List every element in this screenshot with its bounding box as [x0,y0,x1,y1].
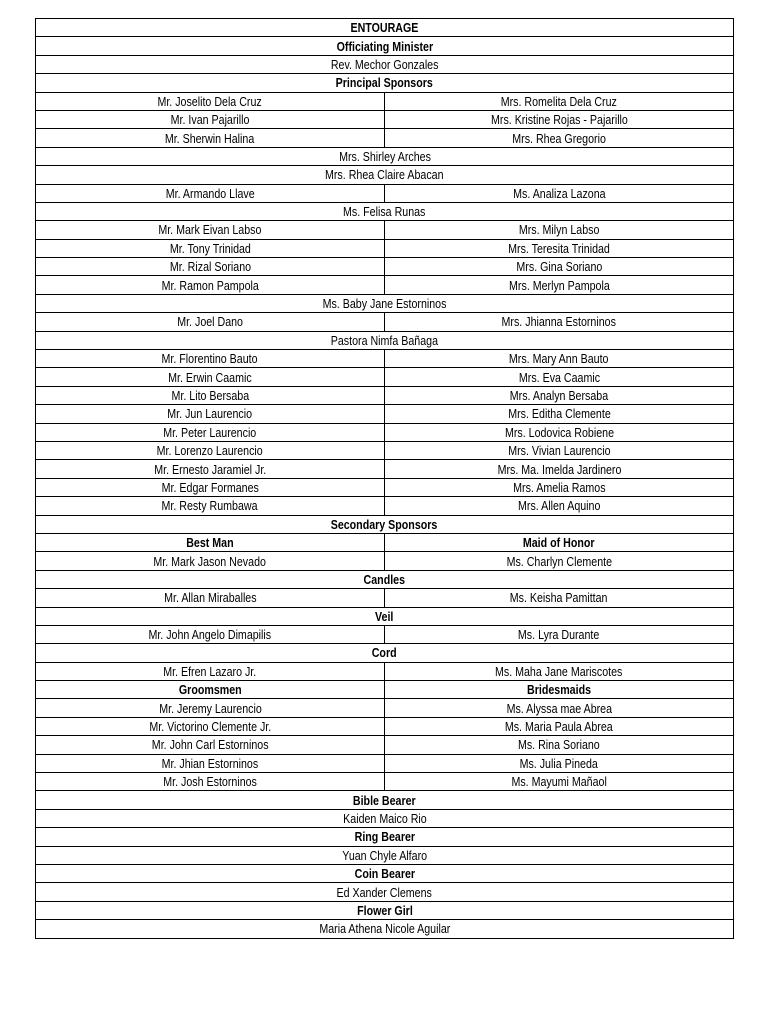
table-row [36,901,734,919]
name-cell-left [36,92,385,110]
name-cell-right [385,405,734,423]
name-text: Mr. Mark Eivan Labso [158,222,262,238]
section-heading [36,515,734,533]
name-text: Ms. Baby Jane Estorninos [322,296,447,312]
name-text: Mr. Efren Lazaro Jr. [163,663,257,679]
name-text: Ms. Alyssa mae Abrea [506,700,612,716]
name-text: Ms. Keisha Pamittan [510,590,608,606]
name-text: Mr. Ernesto Jaramiel Jr. [154,461,266,477]
name-cell-left [36,699,385,717]
table-row [36,258,734,276]
table-row [36,184,734,202]
name-text: Kaiden Maico Rio [342,810,427,826]
name-cell-right [385,386,734,404]
name-text: Mrs. Vivian Laurencio [507,443,611,459]
section-heading-text: ENTOURAGE [350,20,419,36]
table-row [36,19,734,37]
section-heading [36,644,734,662]
name-cell-right [385,460,734,478]
name-cell-left [36,717,385,735]
name-cell-right [385,497,734,515]
name-text: Mr. Peter Laurencio [163,424,257,440]
name-text: Mr. Ramon Pampola [161,277,259,293]
name-text: Mrs. Amelia Ramos [512,479,606,495]
name-cell-left [36,386,385,404]
name-text: Mrs. Jhianna Estorninos [501,314,617,330]
table-row [36,736,734,754]
name-text: Mrs. Gina Soriano [516,259,602,275]
name-text: Mr. Jhian Estorninos [161,755,259,771]
name-cell [36,166,734,184]
name-text: Mrs. Rhea Gregorio [512,130,606,146]
name-text: Mrs. Shirley Arches [338,148,431,164]
name-text: Ms. Rina Soriano [518,737,600,753]
table-row [36,202,734,220]
name-cell-left [36,662,385,680]
column-heading-text: Best Man [186,535,234,551]
table-row [36,441,734,459]
name-cell-right [385,350,734,368]
name-text: Mrs. Milyn Labso [518,222,600,238]
name-text: Mr. Edgar Formanes [161,479,259,495]
table-row [36,570,734,588]
name-cell-left [36,552,385,570]
section-heading [36,607,734,625]
name-text: Ms. Analiza Lazona [512,185,606,201]
table-row [36,883,734,901]
section-heading-text: Ring Bearer [354,829,415,845]
name-cell-right [385,239,734,257]
column-heading-right [385,533,734,551]
name-cell-left [36,497,385,515]
name-text: Mr. Erwin Caamic [168,369,252,385]
name-cell-left [36,478,385,496]
table-row [36,221,734,239]
name-text: Mr. John Angelo Dimapilis [148,627,272,643]
column-heading-text: Groomsmen [178,682,242,698]
name-cell-left [36,350,385,368]
table-row [36,533,734,551]
section-heading [36,19,734,37]
table-row [36,460,734,478]
name-cell-right [385,92,734,110]
name-cell-right [385,129,734,147]
name-text: Mr. Resty Rumbawa [162,498,258,514]
name-cell-right [385,717,734,735]
name-text: Mr. Allan Miraballes [163,590,257,606]
name-cell-right [385,313,734,331]
name-cell-right [385,221,734,239]
table-row [36,681,734,699]
name-text: Mrs. Lodovica Robiene [504,424,614,440]
name-cell [36,202,734,220]
name-text: Mr. Tony Trinidad [169,240,251,256]
table-row [36,644,734,662]
name-text: Yuan Chyle Alfaro [342,847,427,863]
section-heading-text: Principal Sponsors [335,75,434,91]
section-heading [36,791,734,809]
table-row [36,331,734,349]
table-row [36,110,734,128]
name-cell-right [385,754,734,772]
name-cell-right [385,441,734,459]
name-text: Ms. Maria Paula Abrea [505,719,613,735]
table-row [36,368,734,386]
name-cell-left [36,405,385,423]
name-cell-right [385,736,734,754]
name-text: Mr. Victorino Clemente Jr. [149,719,271,735]
name-cell-right [385,368,734,386]
name-text: Mr. Josh Estorninos [163,774,257,790]
name-cell-left [36,258,385,276]
table-row [36,294,734,312]
section-heading [36,37,734,55]
name-cell-left [36,276,385,294]
table-row [36,129,734,147]
table-row [36,589,734,607]
table-row [36,350,734,368]
name-text: Mr. Sherwin Halina [165,130,255,146]
section-heading [36,570,734,588]
section-heading-text: Secondary Sponsors [331,516,438,532]
name-cell-right [385,552,734,570]
name-text: Mr. Joel Dano [177,314,243,330]
table-row [36,717,734,735]
table-row [36,55,734,73]
name-cell-left [36,460,385,478]
table-row [36,625,734,643]
name-text: Pastora Nimfa Bañaga [330,332,439,348]
name-cell-left [36,239,385,257]
column-heading-right [385,681,734,699]
name-text: Ms. Mayumi Mañaol [511,774,607,790]
table-row [36,276,734,294]
section-heading-text: Candles [363,571,406,587]
name-text: Ms. Lyra Durante [518,627,600,643]
table-row [36,828,734,846]
name-cell-left [36,221,385,239]
section-heading-text: Flower Girl [356,902,413,918]
name-cell-right [385,625,734,643]
name-text: Ms. Charlyn Clemente [506,553,612,569]
table-row [36,791,734,809]
name-cell-right [385,423,734,441]
name-cell-right [385,699,734,717]
name-cell-right [385,589,734,607]
table-row [36,809,734,827]
name-text: Ms. Maha Jane Mariscotes [495,663,623,679]
name-cell-left [36,368,385,386]
column-heading-text: Maid of Honor [523,535,595,551]
table-row [36,147,734,165]
name-cell-left [36,736,385,754]
name-cell-right [385,184,734,202]
name-cell-right [385,258,734,276]
name-cell [36,294,734,312]
name-text: Mrs. Eva Caamic [518,369,600,385]
table-row [36,313,734,331]
section-heading-text: Cord [372,645,397,661]
name-cell [36,846,734,864]
name-cell [36,147,734,165]
name-cell-right [385,276,734,294]
name-text: Mr. Rizal Soriano [169,259,251,275]
table-row [36,166,734,184]
table-row [36,754,734,772]
entourage-table-body [36,19,734,939]
name-text: Mr. Florentino Bauto [162,351,258,367]
name-cell [36,809,734,827]
name-text: Mrs. Rhea Claire Abacan [325,167,444,183]
table-row [36,773,734,791]
table-row [36,92,734,110]
name-cell [36,331,734,349]
section-heading-text: Coin Bearer [354,866,415,882]
name-text: Mr. Jeremy Laurencio [158,700,262,716]
name-text: Mrs. Ma. Imelda Jardinero [497,461,621,477]
table-row [36,662,734,680]
name-text: Mrs. Merlyn Pampola [508,277,610,293]
name-cell [36,883,734,901]
name-text: Mrs. Kristine Rojas - Pajarillo [490,112,628,128]
section-heading-text: Officiating Minister [336,38,433,54]
name-cell-right [385,478,734,496]
table-row [36,423,734,441]
name-text: Mr. Mark Jason Nevado [153,553,267,569]
name-cell-left [36,184,385,202]
name-text: Mr. Lorenzo Laurencio [156,443,264,459]
name-text: Mrs. Editha Clemente [507,406,611,422]
section-heading [36,864,734,882]
table-row [36,74,734,92]
entourage-table [35,18,734,939]
table-row [36,607,734,625]
table-row [36,478,734,496]
name-cell-left [36,773,385,791]
table-row [36,405,734,423]
table-row [36,846,734,864]
name-text: Mr. Lito Bersaba [171,388,249,403]
name-cell-right [385,773,734,791]
name-text: Mrs. Mary Ann Bauto [509,351,609,367]
name-text: Mr. John Carl Estorninos [151,737,269,753]
section-heading-text: Bible Bearer [353,792,416,808]
name-cell-left [36,110,385,128]
name-cell-left [36,313,385,331]
name-text: Mrs. Allen Aquino [517,498,601,514]
section-heading [36,901,734,919]
table-row [36,239,734,257]
name-text: Mr. Joselito Dela Cruz [157,93,263,109]
name-cell [36,920,734,938]
section-heading-text: Veil [375,608,394,624]
name-text: Ms. Felisa Runas [343,204,426,220]
table-row [36,515,734,533]
name-text: Mr. Ivan Pajarillo [170,112,250,128]
column-heading-text: Bridesmaids [527,682,592,698]
table-row [36,37,734,55]
section-heading [36,74,734,92]
table-row [36,864,734,882]
table-row [36,699,734,717]
name-cell-left [36,441,385,459]
name-cell-left [36,589,385,607]
name-text: Mrs. Analyn Bersaba [509,388,609,403]
name-text: Mrs. Romelita Dela Cruz [500,93,618,109]
name-cell-left [36,423,385,441]
table-row [36,920,734,938]
name-cell-left [36,625,385,643]
name-text: Ms. Julia Pineda [519,755,599,771]
name-cell-left [36,754,385,772]
table-row [36,497,734,515]
name-text: Mr. Armando Llave [165,185,255,201]
column-heading-left [36,533,385,551]
section-heading [36,828,734,846]
table-row [36,552,734,570]
name-cell-left [36,129,385,147]
name-cell [36,55,734,73]
name-text: Mrs. Teresita Trinidad [508,240,610,256]
name-cell-right [385,662,734,680]
column-heading-left [36,681,385,699]
name-text: Mr. Jun Laurencio [167,406,253,422]
name-text: Rev. Mechor Gonzales [330,56,439,72]
name-text: Ed Xander Clemens [336,884,433,900]
name-cell-right [385,110,734,128]
table-row [36,386,734,404]
name-text: Maria Athena Nicole Aguilar [319,921,450,937]
